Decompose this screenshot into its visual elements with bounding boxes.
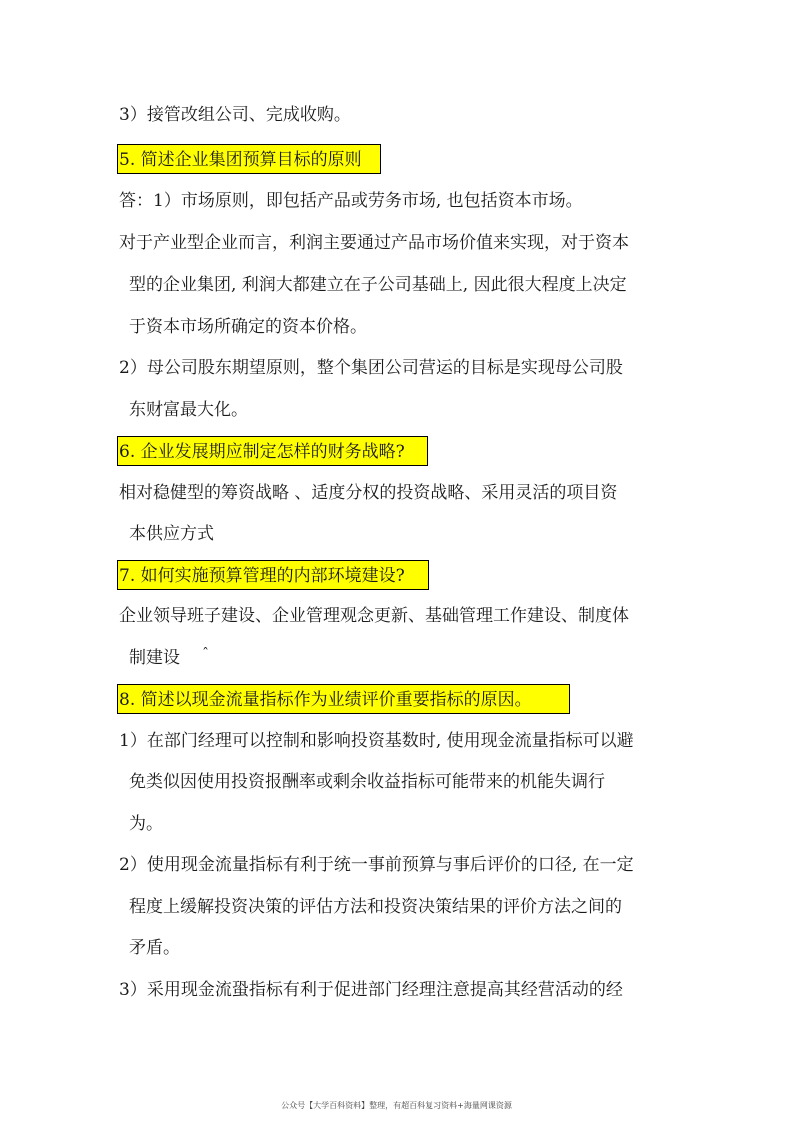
text-line: 3）采用现金流蛩指标有利于促进部门经理注意提高其经营活动的经 — [119, 980, 623, 1000]
question-heading-6: 6. 企业发展期应制定怎样的财务战略? — [117, 436, 428, 466]
text-line: 为。 — [129, 814, 163, 834]
text-line: 型的企业集团, 利润大都建立在子公司基础上, 因此很大程度上决定 — [129, 275, 627, 295]
text-line: 相对稳健型的筹资战略 、适度分权的投资战略、采用灵活的项目资 — [119, 483, 618, 503]
text-line: 于资本市场所确定的资本价格。 — [129, 317, 367, 337]
caret-mark: ˆ — [202, 646, 209, 662]
text-line: 2）使用现金流量指标有利于统一事前预算与事后评价的口径, 在一定 — [119, 855, 634, 875]
text-line: 1）在部门经理可以控制和影响投资基数时, 使用现金流量指标可以避 — [119, 731, 634, 751]
text-line: 2）母公司股东期望原则，整个集团公司营运的目标是实现母公司股 — [119, 358, 623, 378]
text-line: 3）接管改组公司、完成收购。 — [119, 105, 351, 125]
text-line: 本供应方式 — [129, 524, 214, 544]
text-line: 对于产业型企业而言，利润主要通过产品市场价值来实现，对于资本 — [119, 233, 629, 253]
text-line: 企业领导班子建设、企业管理观念更新、基础管理工作建设、制度体 — [119, 606, 629, 626]
text-line: 制建设 — [129, 648, 180, 668]
question-heading-8: 8. 简述以现金流量指标作为业绩评价重要指标的原因。 — [117, 684, 570, 714]
page-footer: 公众号【大学百科资料】整理，有超百科复习资料+海量网课资源 — [281, 1101, 512, 1110]
text-line: 程度上缓解投资决策的评估方法和投资决策结果的评价方法之间的 — [129, 897, 622, 917]
text-line: 东财富最大化。 — [129, 400, 248, 420]
text-line: 答：1）市场原则，即包括产品或劳务市场, 也包括资本市场。 — [119, 191, 583, 211]
question-heading-7: 7. 如何实施预算管理的内部环境建设? — [117, 560, 429, 590]
text-line: 矛盾。 — [129, 938, 180, 958]
text-line: 免类似因使用投资报酬率或剩余收益指标可能带来的机能失调行 — [129, 772, 605, 792]
question-heading-5: 5. 简述企业集团预算目标的原则 — [117, 144, 381, 174]
